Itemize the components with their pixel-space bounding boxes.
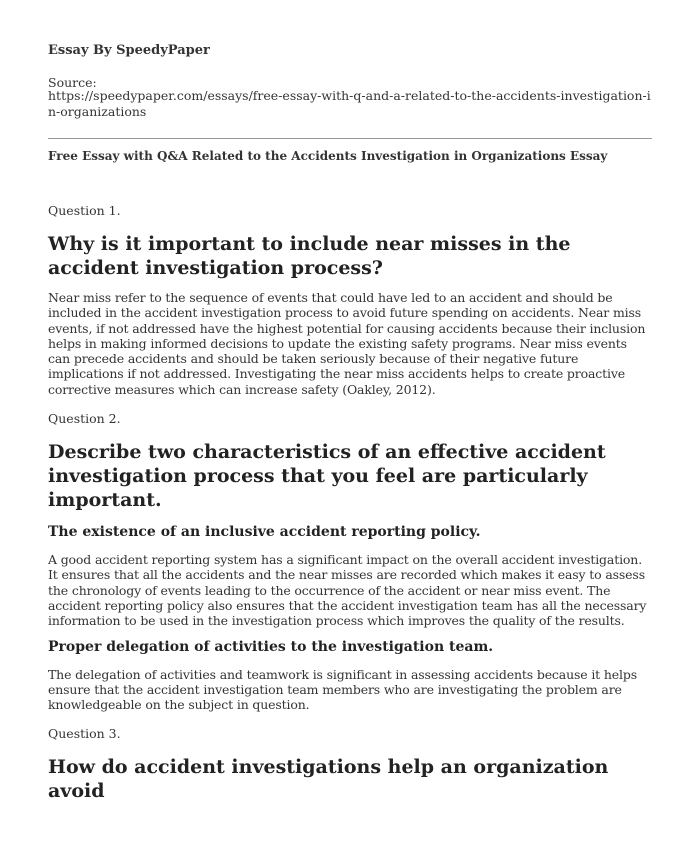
question-2-subheading-2: Proper delegation of activities to the investigation team. xyxy=(48,638,494,655)
source-label: Source: xyxy=(48,75,97,90)
brand-label: Essay By SpeedyPaper xyxy=(48,43,210,58)
question-3-label: Question 3. xyxy=(48,726,121,742)
question-2-heading: Describe two characteristics of an effective accident investigation process that you feel are particularly important. xyxy=(48,441,606,512)
question-1-heading: Why is it important to include near misses in the accident investigation process? xyxy=(48,233,571,279)
question-1-label: Question 1. xyxy=(48,203,121,218)
divider xyxy=(48,138,652,139)
question-1-answer: Near miss refer to the sequence of events that could have led to an accident and should be included in the accident investigation process to avoid future spending on accidents. Near miss events, if not addressed have the highest potential for causing accidents because their inclusion helps in making informed decisions to update the existing safety programs. Near miss events can precede accidents and should be taken seriously because of their negative future implications if not addressed. Investigating the near miss accidents helps to create proactive corrective measures which can increase safety (Oakley, 2012). xyxy=(48,290,646,397)
question-3-heading: How do accident investigations help an organization avoid xyxy=(48,756,609,803)
document-title: Free Essay with Q&A Related to the Accidents Investigation in Organizations Essay xyxy=(48,149,608,163)
question-2-answer-2: The delegation of activities and teamwork is significant in assessing accidents because it helps ensure that the accident investigation team members who are investigating the problem are knowledgeable on the subject in question. xyxy=(48,666,637,713)
question-2-answer-1: A good accident reporting system has a significant impact on the overall accident investigation. It ensures that all the accidents and the near misses are recorded which makes it easy to assess the chronology of events leading to the occurrence of the accident or near miss event. The accident reporting policy also ensures that the accident investigation team has all the necessary information to be used in the investigation process which improves the quality of the results. xyxy=(48,552,647,629)
source-url[interactable]: https://speedypaper.com/essays/free-essay-with-q-and-a-related-to-the-accidents-investigation-in-organizations xyxy=(48,88,651,119)
question-2-subheading-1: The existence of an inclusive accident reporting policy. xyxy=(48,524,481,541)
document-content xyxy=(48,203,652,803)
question-2-label: Question 2. xyxy=(48,411,121,427)
